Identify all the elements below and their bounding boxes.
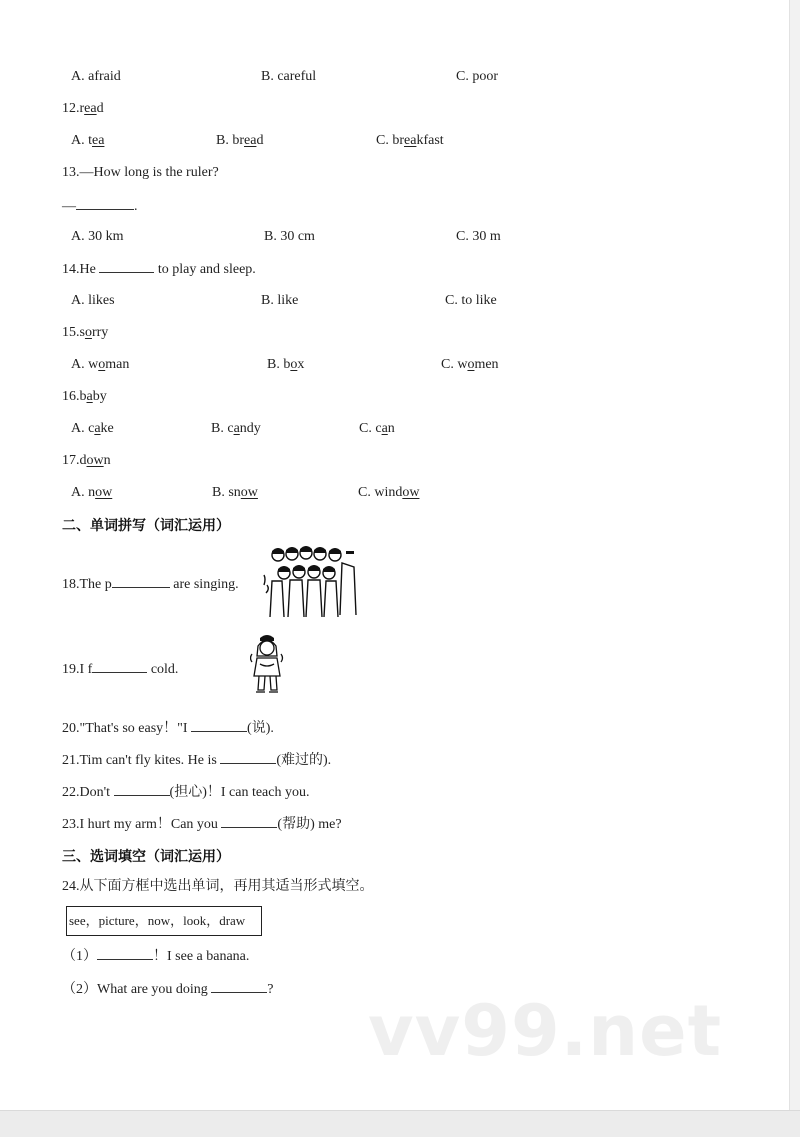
q13-stem: 13.—How long is the ruler? bbox=[62, 165, 219, 180]
q12-option-a: A. tea bbox=[71, 133, 105, 148]
section-heading-2: 二、单词拼写（词汇运用） bbox=[62, 518, 230, 534]
answer-blank[interactable] bbox=[92, 660, 147, 673]
q16-option-a: A. cake bbox=[71, 421, 114, 436]
q17-stem: 17.down bbox=[62, 453, 111, 468]
q15-stem: 15.sorry bbox=[62, 325, 109, 340]
q12-option-c: C. breakfast bbox=[376, 133, 444, 148]
cold-girl-illustration bbox=[250, 634, 286, 700]
page-edge-scrollbar[interactable] bbox=[789, 0, 800, 1137]
q17-option-b: B. snow bbox=[212, 485, 258, 500]
q16-option-c: C. can bbox=[359, 421, 395, 436]
answer-blank[interactable] bbox=[220, 751, 276, 764]
q11-option-a: A. afraid bbox=[71, 69, 121, 84]
answer-blank[interactable] bbox=[97, 947, 153, 960]
answer-blank[interactable] bbox=[191, 719, 247, 732]
q14-stem: 14.He to play and sleep. bbox=[62, 262, 256, 277]
q18-stem: 18.The p are singing. bbox=[62, 577, 239, 592]
q21-stem: 21.Tim can't fly kites. He is (难过的). bbox=[62, 753, 332, 768]
singers-choir-illustration bbox=[262, 545, 358, 619]
q23-stem: 23.I hurt my arm！Can you (帮助) me? bbox=[62, 817, 342, 832]
q14-option-b: B. like bbox=[261, 293, 299, 308]
q24-sentence-2: （2）What are you doing ? bbox=[62, 982, 274, 997]
q17-option-a: A. now bbox=[71, 485, 113, 500]
q15-option-c: C. women bbox=[441, 357, 499, 372]
q13-option-c: C. 30 m bbox=[456, 229, 501, 244]
q22-stem: 22.Don't (担心)！I can teach you. bbox=[62, 785, 310, 800]
q20-stem: 20."That's so easy！"I (说). bbox=[62, 721, 274, 736]
q24-stem: 24.从下面方框中选出单词，再用其适当形式填空。 bbox=[62, 879, 374, 894]
answer-blank[interactable] bbox=[114, 783, 170, 796]
q12-stem: 12.read bbox=[62, 101, 104, 116]
q24-sentence-1: （1） ！I see a banana. bbox=[62, 949, 250, 964]
q17-option-c: C. window bbox=[358, 485, 420, 500]
q13-answer-line: — . bbox=[62, 199, 138, 214]
answer-blank[interactable] bbox=[221, 815, 277, 828]
q14-option-c: C. to like bbox=[445, 293, 497, 308]
bottom-page-gap bbox=[0, 1110, 800, 1137]
word-bank-box: see，picture，now，look，draw bbox=[66, 906, 262, 936]
q14-option-a: A. likes bbox=[71, 293, 115, 308]
q13-option-a: A. 30 km bbox=[71, 229, 124, 244]
answer-blank[interactable] bbox=[76, 197, 134, 210]
q12-option-b: B. bread bbox=[216, 133, 264, 148]
answer-blank[interactable] bbox=[112, 575, 170, 588]
q11-option-b: B. careful bbox=[261, 69, 317, 84]
q11-option-c: C. poor bbox=[456, 69, 498, 84]
q15-option-b: B. box bbox=[267, 357, 305, 372]
q19-stem: 19.I f cold. bbox=[62, 662, 179, 677]
q16-option-b: B. candy bbox=[211, 421, 261, 436]
q13-option-b: B. 30 cm bbox=[264, 229, 315, 244]
answer-blank[interactable] bbox=[211, 980, 267, 993]
q16-stem: 16.baby bbox=[62, 389, 107, 404]
section-heading-3: 三、选词填空（词汇运用） bbox=[62, 849, 230, 865]
q15-option-a: A. woman bbox=[71, 357, 130, 372]
watermark-logo: vv99.net bbox=[368, 990, 723, 1072]
answer-blank[interactable] bbox=[99, 260, 154, 273]
